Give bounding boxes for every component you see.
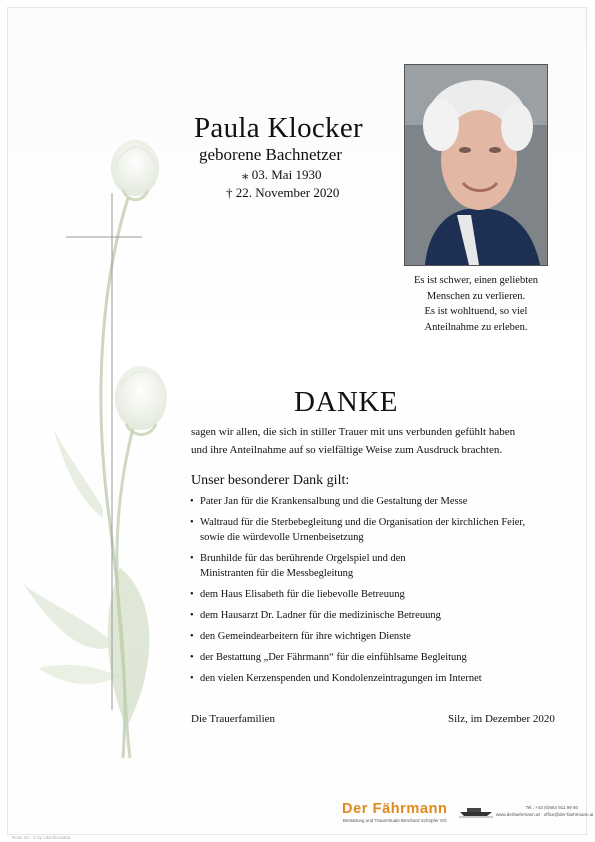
birth-name: geborene Bachnetzer bbox=[199, 145, 342, 164]
list-item-line: dem Hausarzt Dr. Ladner für die medizinische Betreuung bbox=[200, 610, 441, 621]
list-item-text bbox=[200, 494, 467, 509]
list-item bbox=[190, 515, 575, 545]
bullet-icon: • bbox=[190, 517, 194, 528]
list-item bbox=[190, 671, 575, 686]
thanks-heading: Unser besonderer Dank gilt: bbox=[191, 473, 350, 488]
bullet-icon: • bbox=[190, 631, 194, 642]
rose-icon bbox=[115, 366, 167, 435]
intro-line: und ihre Anteilnahme auf so vielfältige Weise zum Ausdruck brachten. bbox=[191, 444, 503, 456]
funeral-home-contact bbox=[496, 805, 594, 818]
list-item-text bbox=[200, 671, 482, 686]
list-item-line: sowie die würdevolle Urnenbeisetzung bbox=[200, 532, 364, 543]
portrait-photo bbox=[404, 64, 548, 266]
bullet-icon: • bbox=[190, 652, 194, 663]
thanks-list bbox=[190, 494, 575, 692]
ferry-boat-icon bbox=[459, 806, 493, 818]
list-item-text bbox=[200, 587, 405, 602]
list-item bbox=[190, 608, 575, 623]
quote-line: Es ist schwer, einen geliebten bbox=[413, 275, 539, 286]
list-item bbox=[190, 629, 575, 644]
danke-heading: DANKE bbox=[294, 386, 398, 418]
death-date: † 22. November 2020 bbox=[226, 185, 340, 200]
leaf-icon bbox=[23, 583, 108, 649]
quote bbox=[403, 273, 549, 335]
image-credit: Rose 10 - © by LitschiAustria bbox=[12, 835, 71, 840]
list-item-text bbox=[200, 515, 525, 545]
contact-line: Tel.: +43 (0)664 911 99 60 bbox=[525, 805, 578, 810]
intro-line: sagen wir allen, die sich in stiller Trauer mit uns verbunden gefühlt haben bbox=[191, 426, 516, 438]
leaf-icon bbox=[108, 568, 149, 728]
rose-cross-decoration bbox=[8, 128, 208, 768]
bullet-icon: • bbox=[190, 496, 194, 507]
list-item-line: Waltraud für die Sterbebegleitung und die Organisation der kirchlichen Feier, bbox=[200, 517, 526, 528]
list-item bbox=[190, 494, 575, 509]
list-item bbox=[190, 551, 575, 581]
list-item-text bbox=[200, 629, 411, 644]
list-item bbox=[190, 650, 575, 665]
deceased-name: Paula Klocker bbox=[194, 112, 363, 144]
bullet-icon: • bbox=[190, 589, 194, 600]
place-date: Silz, im Dezember 2020 bbox=[448, 713, 555, 725]
birth-date: ⁎ 03. Mai 1930 bbox=[242, 167, 322, 182]
bullet-icon: • bbox=[190, 553, 194, 564]
leaf-icon bbox=[53, 428, 103, 518]
list-item-text bbox=[200, 551, 406, 581]
bullet-icon: • bbox=[190, 610, 194, 621]
list-item-line: dem Haus Elisabeth für die liebevolle Betreuung bbox=[200, 589, 405, 600]
intro-text bbox=[191, 423, 515, 459]
list-item-line: Pater Jan für die Krankensalbung und die Gestaltung der Messe bbox=[200, 496, 468, 507]
list-item bbox=[190, 587, 575, 602]
quote-line: Anteilnahme zu erleben. bbox=[424, 321, 528, 333]
quote-line: Menschen zu verlieren. bbox=[426, 290, 526, 302]
contact-line: www.derfaehrmann.at · office@der-faehrmann.at bbox=[496, 811, 594, 817]
funeral-home-logo: Der Fährmann bbox=[342, 801, 448, 817]
list-item-line: den Gemeindearbeitern für ihre wichtigen Dienste bbox=[200, 631, 411, 642]
list-item-line: der Bestattung „Der Fährmann“ für die einfühlsame Begleitung bbox=[200, 652, 467, 663]
list-item-text bbox=[200, 650, 467, 665]
list-item-line: Ministranten für die Messbegleitung bbox=[200, 568, 354, 579]
list-item-text bbox=[200, 608, 441, 623]
list-item-line: den vielen Kerzenspenden und Kondolenzeintragungen im Internet bbox=[200, 673, 482, 684]
bullet-icon: • bbox=[190, 673, 194, 684]
quote-line: Es ist wohltuend, so viel bbox=[424, 306, 528, 317]
portrait-image bbox=[405, 65, 547, 265]
leaf-icon bbox=[38, 665, 118, 684]
signature-families: Die Trauerfamilien bbox=[191, 713, 276, 725]
funeral-home-subtitle: Bestattung und Trauerrituale Bernhard Schöpfer OG bbox=[343, 818, 448, 823]
list-item-line: Brunhilde für das berührende Orgelspiel und den bbox=[200, 553, 406, 564]
rose-icon bbox=[111, 140, 159, 200]
parte-card bbox=[8, 8, 594, 834]
